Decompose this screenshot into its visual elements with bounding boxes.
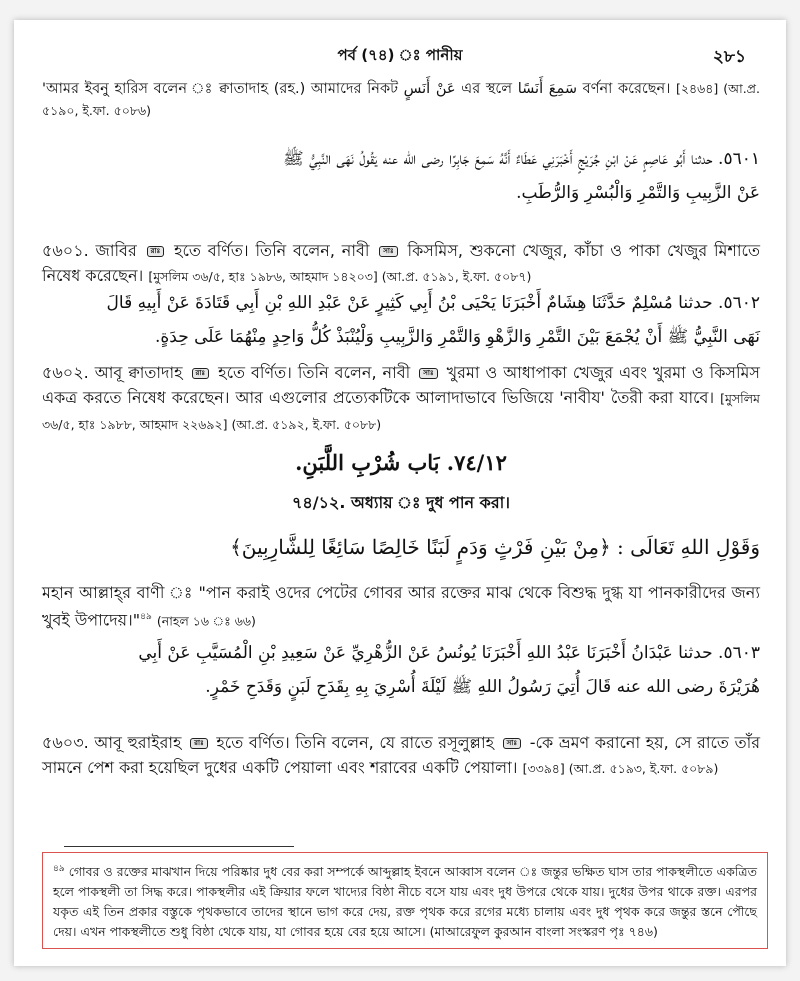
hadith-5603-translation — [42, 730, 760, 781]
narrator: আবূ ক্বাতাদাহ — [94, 363, 183, 382]
hadith-number: ৫৬০২. — [42, 363, 89, 382]
page-number: ২৮১ — [712, 47, 746, 67]
quran-verse-bengali — [42, 580, 760, 633]
arabic-line: ٥٦٠٣. حدثنا عَبْدَانُ أَخْبَرَنَا عَبْدُ اللهِ أَخْبَرَنَا يُونُسُ عَنْ الزُّهْرِيِّ عَنْ سَعِيدِ بْنِ الْمُسَيَّبِ عَنْ أَبِي — [138, 643, 760, 663]
hadith-reference: [মুসলিম ৩৬/৫, হাঃ ১৯৮৬, আহমাদ ১৪২০৩] (আ.প্র. ৫১৯১, ই.ফা. ৫০৮৭) — [148, 269, 532, 284]
translation-text: কিসমিস, শুকনো খেজুর, কাঁচা ও পাকা খেজুর মিশাতে নিষেধ করেছেন। — [42, 241, 760, 285]
footnote-box — [42, 852, 768, 949]
hadith-reference: [৩৩৯৪] (আ.প্র. ৫১৯৩, ই.ফা. ৫০৮৯) — [522, 761, 719, 776]
quran-verse-arabic: وَقَوْلِ اللهِ تَعَالَى : ﴿مِنْ بَيْنِ فَرْثٍ وَدَمٍ لَبَنًا خَالِصًا سَائِغًا لِلشَّارِبِينَ﴾ — [230, 535, 760, 559]
intro-reference: [২৪৬৪] (আ.প্র. ৫১৯০, ই.ফা. ৫০৮৬) — [42, 81, 760, 118]
intro-text: 'আমর ইবনু হারিস বলেন ঃ ক্বাতাদাহ (রহ.) আমাদের নিকট عَنْ أَنَسٍ এর স্থলে سَمِعَ أَنَسًا বর্ণনা করেছেন। — [42, 81, 671, 97]
arabic-line: ٥٦٠٢. حدثنا مُسْلِمٌ حَدَّثَنَا هِشَامٌ أَخْبَرَنَا يَحْيَى بْنُ أَبِي كَثِيرٍ عَنْ عَبْدِ اللهِ بْنِ أَبِي قَتَادَةَ عَنْ أَبِيهِ قَالَ — [106, 293, 760, 313]
hadith-number: ৫৬০১. — [42, 241, 89, 260]
chapter-title-bengali: ৭৪/১২. অধ্যায় ঃ দুধ পান করা। — [291, 493, 511, 512]
arabic-line: هُرَيْرَةَ رضى الله عنه قَالَ أُتِيَ رَسُولُ اللهِ ﷺ لَيْلَةَ أُسْرِيَ بِهِ بِقَدَحِ لَبَنٍ وَقَدَحِ خَمْرٍ. — [205, 677, 760, 697]
page-header — [14, 44, 786, 68]
narrator: আবূ হুরাইরাহ — [94, 733, 182, 752]
translation-text: -কে ভ্রমণ করানো হয়, সে রাতে তাঁর সামনে পেশ করা হয়েছিল দুধের একটি পেয়ালা এবং শরাবের একটি পেয়ালা। — [42, 733, 761, 777]
hadith-5601-translation — [42, 238, 760, 289]
verse-reference: (নাহল ১৬ ঃ ৬৬) — [156, 613, 256, 629]
footnote-number: ৪৯ — [53, 864, 65, 874]
translation-text: খুরমা ও আধাপাকা খেজুর এবং খুরমা ও কিসমিস একত্র করতে নিষেধ করেছেন। আর এগুলোর প্রত্যেকটিকে আলাদাভাবে ভিজিয়ে 'নাবীয' তৈরী করা যাবে। — [42, 363, 760, 407]
translation-text: হতে বর্ণিত। তিনি বলেন, নাবী — [218, 363, 411, 382]
footnote-text: গোবর ও রক্তের মাঝখান দিয়ে পরিষ্কার দুধ বের করা সম্পর্কে আব্দুল্লাহ ইবনে আব্বাস বলেন ঃ জন্তুর ভক্ষিত ঘাস তার পাকস্থলীতে একত্রিত হলে পাকস্থলী তা সিদ্ধ করে। পাকস্থলীর এই ক্রিয়ার ফলে খাদ্যের বিষ্ঠা নীচে বসে যায় এবং দুধ উপরে থেকে যায়। দুধের উপর থাকে রক্ত। এরপর যকৃত এই তিন প্রকার বস্তুকে পৃথকভাবে তাদের স্থানে ভাগ করে দেয়, রক্ত পৃথক করে রগের মধ্যে চালায় এবং দুধ পৃথক করে জন্তুর স্তনে পৌছে দেয়। এখন পাকস্থলীতে শুধু বিষ্ঠা থেকে যায়, যা গোবর হয়ে বের হয়ে আসে। — [53, 864, 757, 940]
hadith-number: ৫৬০৩. — [42, 733, 89, 752]
salla-seal-icon: সাঃ — [419, 368, 437, 379]
salla-seal-icon: সাঃ — [503, 738, 521, 749]
hadith-reference: [মুসলিম ৩৬/৫, হাঃ ১৯৮৮, আহমাদ ২২৬৯২] (আ.প্র. ৫১৯২, ই.ফা. ৫০৮৮) — [42, 391, 760, 432]
hadith-5602-arabic — [42, 286, 760, 354]
hadith-5601-arabic — [42, 142, 760, 210]
arabic-line: نَهَى النَّبِيُّ ﷺ أَنْ يُجْمَعَ بَيْنَ التَّمْرِ وَالزَّهْوِ وَالتَّمْرِ وَالزَّبِيبِ وَلْيُنْبَذْ كُلُّ وَاحِدٍ مِنْهُمَا عَلَى حِدَةٍ. — [154, 327, 760, 347]
translation-text: হতে বর্ণিত। তিনি বলেন, যে রাতে রসূলুল্লাহ — [216, 733, 494, 752]
chapter-title-arabic: ٧٤/١٢. بَاب شُرْبِ اللَّبَنِ. — [295, 450, 507, 475]
radi-seal-icon: রাঃ — [192, 368, 210, 379]
intro-paragraph — [42, 78, 760, 122]
footnote-divider — [64, 846, 294, 847]
arabic-line: ٥٦٠١. حدثنا أَبُو عَاصِمٍ عَنْ ابْنِ جُرَيْجٍ أَخْبَرَنِي عَطَاءٌ أَنَّهُ سَمِعَ جَابِرًا رضى الله عنه يَقُولُ نَهَى النَّبِيُّ ﷺ — [283, 149, 760, 169]
footnote-source: (মাআরেফুল কুরআন বাংলা সংস্করণ পৃঃ ৭৪৬) — [429, 924, 658, 940]
translation-text: হতে বর্ণিত। তিনি বলেন, নাবী — [174, 241, 370, 260]
arabic-line: عَنْ الزَّبِيبِ وَالتَّمْرِ وَالْبُسْرِ وَالرُّطَبِ. — [516, 183, 760, 203]
salla-seal-icon: সাঃ — [379, 246, 397, 257]
book-page — [14, 20, 786, 966]
hadith-5602-translation — [42, 360, 760, 437]
verse-translation: মহান আল্লাহ্‌র বাণী ঃ "পান করাই ওদের পেটের গোবর আর রক্তের মাঝ থেকে বিশুদ্ধ দুগ্ধ যা পানকারীদের জন্য খুবই উপাদেয়।" — [42, 583, 760, 630]
narrator: জাবির — [95, 241, 137, 260]
hadith-5603-arabic — [42, 636, 760, 704]
footnote-marker: ৪৯ — [140, 612, 152, 622]
radi-seal-icon: রাঃ — [190, 738, 208, 749]
radi-seal-icon: রাঃ — [147, 246, 165, 257]
chapter-heading: পর্ব (৭৪) ঃ পানীয় — [337, 46, 463, 64]
